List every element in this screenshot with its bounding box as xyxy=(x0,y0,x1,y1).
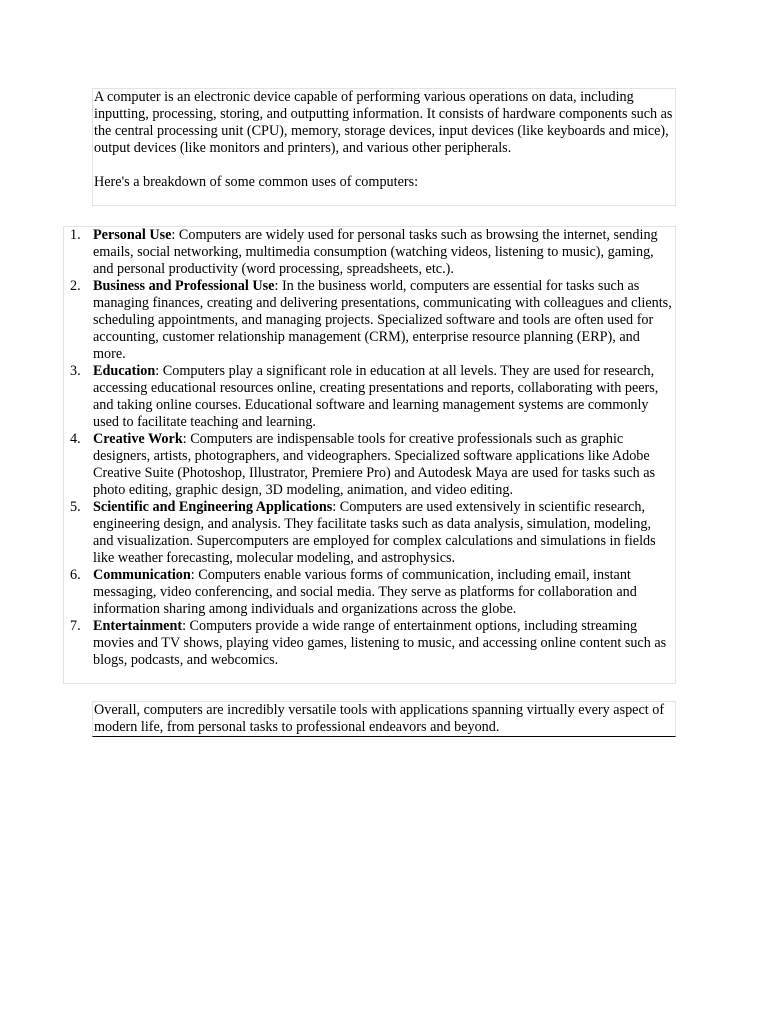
list-term: Communication xyxy=(93,567,191,583)
list-term: Scientific and Engineering Applications xyxy=(93,499,333,515)
list-number: 3. xyxy=(70,363,81,379)
intro-section xyxy=(92,88,676,206)
list-item xyxy=(64,618,675,669)
list-number: 4. xyxy=(70,431,81,447)
list-number: 5. xyxy=(70,499,81,515)
list-item xyxy=(64,499,675,567)
list-term: Education xyxy=(93,363,156,379)
conclusion-section xyxy=(92,701,676,737)
list-term: Creative Work xyxy=(93,431,183,447)
list-item xyxy=(64,431,675,499)
intro-paragraph: A computer is an electronic device capable of performing various operations on data, including inputting, processing, storing, and outputting information. It consists of hardware components such as the central processing unit (CPU), memory, storage devices, input devices (like keyboards and mice), output devices (like monitors and printers), and various other peripherals. xyxy=(94,89,673,156)
list-text: : Computers are indispensable tools for creative professionals such as graphic designers, artists, photographers, and videographers. Specialized software applications like Adobe Creative Suite (Photoshop, Illustrator, Premiere Pro) and Autodesk Maya are used for tasks such as photo editing, graphic design, 3D modeling, animation, and video editing. xyxy=(93,431,656,498)
list-item xyxy=(64,278,675,363)
list-number: 2. xyxy=(70,278,81,294)
list-item xyxy=(64,363,675,431)
list-number: 7. xyxy=(70,618,81,634)
conclusion-paragraph: Overall, computers are incredibly versatile tools with applications spanning virtually every aspect of modern life, from personal tasks to professional endeavors and beyond. xyxy=(94,702,665,735)
uses-list-section xyxy=(63,226,676,684)
list-term: Entertainment xyxy=(93,618,183,634)
list-term: Business and Professional Use xyxy=(93,278,275,294)
list-text: : In the business world, computers are essential for tasks such as managing finances, creating and delivering presentations, communicating with colleagues and clients, scheduling appointments, and managing projects. Specialized software and tools are often used for accounting, customer relationship management (CRM), enterprise resource planning (ERP), and more. xyxy=(93,278,672,362)
list-item xyxy=(64,227,675,278)
uses-list xyxy=(64,227,675,669)
list-text: : Computers provide a wide range of entertainment options, including streaming movies and TV shows, playing video games, listening to music, and accessing online content such as blogs, podcasts, and webcomics. xyxy=(93,618,667,668)
breakdown-heading: Here's a breakdown of some common uses of computers: xyxy=(94,174,419,190)
list-number: 1. xyxy=(70,227,81,243)
list-text: : Computers are widely used for personal tasks such as browsing the internet, sending emails, social networking, multimedia consumption (watching videos, listening to music), gaming, and personal productivity (word processing, spreadsheets, etc.). xyxy=(93,227,658,277)
list-item xyxy=(64,567,675,618)
list-number: 6. xyxy=(70,567,81,583)
list-text: : Computers play a significant role in education at all levels. They are used for research, accessing educational resources online, creating presentations and reports, collaborating with peers, and taking online courses. Educational software and learning management systems are commonly used to facilitate teaching and learning. xyxy=(93,363,659,430)
list-term: Personal Use xyxy=(93,227,172,243)
list-text: : Computers enable various forms of communication, including email, instant messaging, video conferencing, and social media. They serve as platforms for collaboration and information sharing among individuals and organizations across the globe. xyxy=(93,567,637,617)
list-text: : Computers are used extensively in scientific research, engineering design, and analysis. They facilitate tasks such as data analysis, simulation, modeling, and visualization. Supercomputers are employed for complex calculations and simulations in fields like weather forecasting, molecular modeling, and astrophysics. xyxy=(93,499,656,566)
